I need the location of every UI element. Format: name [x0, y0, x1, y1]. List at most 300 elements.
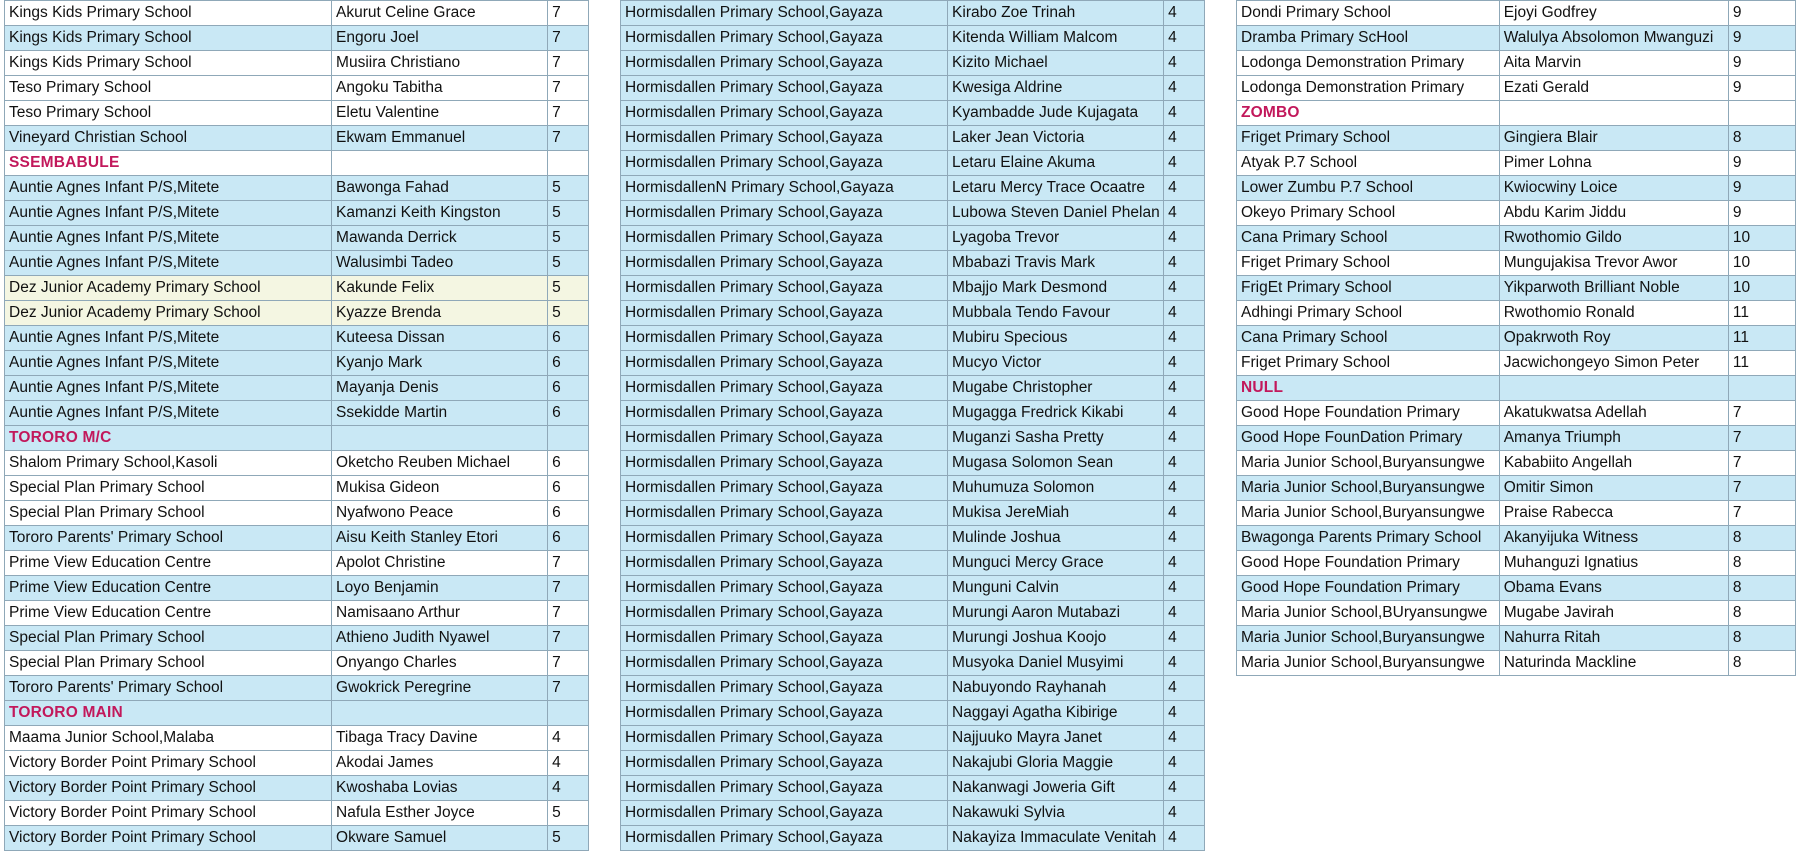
cell-number: 6 — [548, 351, 589, 376]
cell-number: 4 — [548, 726, 589, 751]
cell-number: 4 — [1164, 601, 1205, 626]
table-row[interactable] — [621, 526, 1205, 551]
cell-name: Musyoka Daniel Musyimi — [948, 651, 1164, 676]
section-header-row — [1237, 101, 1796, 126]
cell-name: Mucyo Victor — [948, 351, 1164, 376]
cell-name: Nafula Esther Joyce — [332, 801, 548, 826]
table-row[interactable] — [5, 276, 589, 301]
table-row[interactable] — [1237, 201, 1796, 226]
cell-name: Tibaga Tracy Davine — [332, 726, 548, 751]
cell-number: 9 — [1728, 151, 1795, 176]
table-row[interactable] — [1237, 601, 1796, 626]
cell-school: Cana Primary School — [1237, 326, 1500, 351]
section-header-row — [5, 151, 589, 176]
cell-number: 4 — [1164, 676, 1205, 701]
section-header-row — [5, 701, 589, 726]
cell-school: Good Hope Foundation Primary — [1237, 551, 1500, 576]
cell-school: Maria Junior School,Buryansungwe — [1237, 451, 1500, 476]
cell-number: 5 — [548, 251, 589, 276]
cell-number: 11 — [1728, 351, 1795, 376]
cell-school: Maria Junior School,Buryansungwe — [1237, 651, 1500, 676]
cell-number: 5 — [548, 276, 589, 301]
cell-name: Akatukwatsa Adellah — [1499, 401, 1728, 426]
table-row[interactable] — [621, 226, 1205, 251]
cell-school: Hormisdallen Primary School,Gayaza — [621, 76, 948, 101]
cell-name: Obama Evans — [1499, 576, 1728, 601]
table-row[interactable] — [621, 376, 1205, 401]
table-row[interactable] — [5, 651, 589, 676]
cell-name: Mayanja Denis — [332, 376, 548, 401]
cell-number: 4 — [548, 776, 589, 801]
cell-number: 4 — [1164, 476, 1205, 501]
cell-number: 4 — [1164, 276, 1205, 301]
cell-school: Hormisdallen Primary School,Gayaza — [621, 401, 948, 426]
cell-name: Kyanjo Mark — [332, 351, 548, 376]
cell-number: 7 — [1728, 501, 1795, 526]
cell-number: 10 — [1728, 226, 1795, 251]
cell-number: 6 — [548, 501, 589, 526]
cell-number: 5 — [548, 201, 589, 226]
cell-name: Eletu Valentine — [332, 101, 548, 126]
table-row[interactable] — [1237, 1, 1796, 26]
cell-school: Hormisdallen Primary School,Gayaza — [621, 126, 948, 151]
cell-name: Munguci Mercy Grace — [948, 551, 1164, 576]
cell-number: 5 — [548, 176, 589, 201]
cell-name: Engoru Joel — [332, 26, 548, 51]
cell-school: Victory Border Point Primary School — [5, 751, 332, 776]
cell-name — [1499, 101, 1728, 126]
table-row[interactable] — [5, 451, 589, 476]
cell-name: Murungi Joshua Koojo — [948, 626, 1164, 651]
cell-name: Mubiru Specious — [948, 326, 1164, 351]
table-row[interactable] — [1237, 476, 1796, 501]
cell-name: Walulya Absolomon Mwanguzi — [1499, 26, 1728, 51]
cell-school: Hormisdallen Primary School,Gayaza — [621, 576, 948, 601]
cell-name: Mbajjo Mark Desmond — [948, 276, 1164, 301]
table-row[interactable] — [621, 751, 1205, 776]
cell-school: Hormisdallen Primary School,Gayaza — [621, 201, 948, 226]
cell-number: 4 — [1164, 726, 1205, 751]
cell-number: 8 — [1728, 551, 1795, 576]
cell-school: Hormisdallen Primary School,Gayaza — [621, 426, 948, 451]
table-row[interactable] — [5, 476, 589, 501]
data-table-2 — [620, 0, 1205, 851]
cell-name: Kwiocwiny Loice — [1499, 176, 1728, 201]
table-row[interactable] — [621, 626, 1205, 651]
cell-name: Kakunde Felix — [332, 276, 548, 301]
cell-name: Najjuuko Mayra Janet — [948, 726, 1164, 751]
cell-name: Nahurra Ritah — [1499, 626, 1728, 651]
cell-school: Teso Primary School — [5, 101, 332, 126]
table-row[interactable] — [621, 601, 1205, 626]
cell-number: 4 — [1164, 551, 1205, 576]
cell-school: Friget Primary School — [1237, 126, 1500, 151]
table-row[interactable] — [5, 776, 589, 801]
table-row[interactable] — [621, 476, 1205, 501]
table-row[interactable] — [5, 726, 589, 751]
table-row[interactable] — [5, 201, 589, 226]
cell-school: Hormisdallen Primary School,Gayaza — [621, 826, 948, 851]
cell-number: 6 — [548, 376, 589, 401]
cell-number: 6 — [548, 401, 589, 426]
cell-name: Nakanwagi Joweria Gift — [948, 776, 1164, 801]
table-row[interactable] — [1237, 176, 1796, 201]
cell-number: 7 — [548, 551, 589, 576]
table-row[interactable] — [5, 576, 589, 601]
cell-number: 7 — [548, 76, 589, 101]
cell-name: Akanyijuka Witness — [1499, 526, 1728, 551]
cell-number: 8 — [1728, 601, 1795, 626]
table-row[interactable] — [621, 801, 1205, 826]
table-row[interactable] — [1237, 326, 1796, 351]
table-row[interactable] — [621, 701, 1205, 726]
cell-name: Nyafwono Peace — [332, 501, 548, 526]
table-row[interactable] — [1237, 276, 1796, 301]
cell-name: Athieno Judith Nyawel — [332, 626, 548, 651]
table-row[interactable] — [621, 126, 1205, 151]
cell-name: Kitenda William Malcom — [948, 26, 1164, 51]
cell-name: Laker Jean Victoria — [948, 126, 1164, 151]
table-row[interactable] — [5, 376, 589, 401]
cell-school: Special Plan Primary School — [5, 626, 332, 651]
cell-name: Nabuyondo Rayhanah — [948, 676, 1164, 701]
cell-name: Onyango Charles — [332, 651, 548, 676]
cell-school: Lodonga Demonstration Primary — [1237, 51, 1500, 76]
cell-school: Hormisdallen Primary School,Gayaza — [621, 476, 948, 501]
cell-number: 4 — [1164, 51, 1205, 76]
cell-number: 10 — [1728, 251, 1795, 276]
cell-number: 4 — [1164, 201, 1205, 226]
cell-school: Good Hope Foundation Primary — [1237, 576, 1500, 601]
table-row[interactable] — [5, 401, 589, 426]
cell-number — [548, 151, 589, 176]
cell-school: Hormisdallen Primary School,Gayaza — [621, 451, 948, 476]
cell-school: Victory Border Point Primary School — [5, 776, 332, 801]
table-row[interactable] — [621, 401, 1205, 426]
cell-school: Prime View Education Centre — [5, 576, 332, 601]
cell-school: Hormisdallen Primary School,Gayaza — [621, 251, 948, 276]
table-row[interactable] — [621, 101, 1205, 126]
table-row[interactable] — [621, 26, 1205, 51]
cell-name: Praise Rabecca — [1499, 501, 1728, 526]
cell-number: 4 — [548, 751, 589, 776]
cell-school: Hormisdallen Primary School,Gayaza — [621, 676, 948, 701]
section-header-label: ZOMBO — [1237, 101, 1500, 126]
cell-school: Special Plan Primary School — [5, 501, 332, 526]
table-row[interactable] — [621, 301, 1205, 326]
cell-number: 7 — [548, 1, 589, 26]
cell-school: Hormisdallen Primary School,Gayaza — [621, 301, 948, 326]
cell-name: Nakajubi Gloria Maggie — [948, 751, 1164, 776]
cell-school: Friget Primary School — [1237, 351, 1500, 376]
cell-number: 7 — [548, 26, 589, 51]
table-row[interactable] — [1237, 551, 1796, 576]
cell-number — [1728, 376, 1795, 401]
table-row[interactable] — [5, 826, 589, 851]
cell-number: 4 — [1164, 826, 1205, 851]
cell-school: Auntie Agnes Infant P/S,Mitete — [5, 376, 332, 401]
table-row[interactable] — [621, 501, 1205, 526]
table-row[interactable] — [1237, 451, 1796, 476]
cell-name: Lyagoba Trevor — [948, 226, 1164, 251]
table-row[interactable] — [5, 101, 589, 126]
cell-school: Bwagonga Parents Primary School — [1237, 526, 1500, 551]
table-row[interactable] — [5, 801, 589, 826]
cell-number: 4 — [1164, 426, 1205, 451]
cell-name: Murungi Aaron Mutabazi — [948, 601, 1164, 626]
table-row[interactable] — [621, 426, 1205, 451]
table-row[interactable] — [1237, 226, 1796, 251]
table-row[interactable] — [1237, 126, 1796, 151]
table-row[interactable] — [5, 326, 589, 351]
cell-school: Dondi Primary School — [1237, 1, 1500, 26]
cell-number: 6 — [548, 476, 589, 501]
cell-name: Mubbala Tendo Favour — [948, 301, 1164, 326]
table-row[interactable] — [5, 26, 589, 51]
cell-school: Hormisdallen Primary School,Gayaza — [621, 101, 948, 126]
cell-name: Aisu Keith Stanley Etori — [332, 526, 548, 551]
table-row[interactable] — [5, 751, 589, 776]
table-row[interactable] — [5, 51, 589, 76]
cell-name: Abdu Karim Jiddu — [1499, 201, 1728, 226]
cell-name: Angoku Tabitha — [332, 76, 548, 101]
cell-number: 7 — [548, 676, 589, 701]
table-row[interactable] — [621, 176, 1205, 201]
cell-school: Hormisdallen Primary School,Gayaza — [621, 726, 948, 751]
cell-name: Kirabo Zoe Trinah — [948, 1, 1164, 26]
cell-school: Auntie Agnes Infant P/S,Mitete — [5, 226, 332, 251]
cell-school: Hormisdallen Primary School,Gayaza — [621, 601, 948, 626]
table-row[interactable] — [5, 351, 589, 376]
table-row[interactable] — [1237, 26, 1796, 51]
cell-name — [332, 701, 548, 726]
cell-school: Hormisdallen Primary School,Gayaza — [621, 326, 948, 351]
cell-school: Auntie Agnes Infant P/S,Mitete — [5, 351, 332, 376]
cell-name: Akurut Celine Grace — [332, 1, 548, 26]
cell-school: Hormisdallen Primary School,Gayaza — [621, 801, 948, 826]
cell-name: Naggayi Agatha Kibirige — [948, 701, 1164, 726]
cell-school: Auntie Agnes Infant P/S,Mitete — [5, 251, 332, 276]
cell-name: Pimer Lohna — [1499, 151, 1728, 176]
cell-number: 8 — [1728, 626, 1795, 651]
cell-number — [548, 701, 589, 726]
cell-number: 6 — [548, 451, 589, 476]
table-row[interactable] — [5, 601, 589, 626]
cell-school: Hormisdallen Primary School,Gayaza — [621, 151, 948, 176]
cell-number: 4 — [1164, 251, 1205, 276]
table-row[interactable] — [5, 526, 589, 551]
cell-name: Naturinda Mackline — [1499, 651, 1728, 676]
cell-school: Tororo Parents' Primary School — [5, 526, 332, 551]
cell-school: Special Plan Primary School — [5, 651, 332, 676]
cell-school: Hormisdallen Primary School,Gayaza — [621, 751, 948, 776]
cell-name — [1499, 376, 1728, 401]
cell-name: Ekwam Emmanuel — [332, 126, 548, 151]
table-row[interactable] — [5, 251, 589, 276]
cell-name: Bawonga Fahad — [332, 176, 548, 201]
cell-number: 8 — [1728, 526, 1795, 551]
cell-number: 4 — [1164, 401, 1205, 426]
table-row[interactable] — [5, 76, 589, 101]
table-row[interactable] — [621, 726, 1205, 751]
table-row[interactable] — [621, 551, 1205, 576]
cell-school: Auntie Agnes Infant P/S,Mitete — [5, 176, 332, 201]
table-row[interactable] — [1237, 401, 1796, 426]
cell-number: 4 — [1164, 301, 1205, 326]
table-row[interactable] — [621, 451, 1205, 476]
cell-number: 6 — [548, 326, 589, 351]
cell-name — [332, 151, 548, 176]
cell-number: 4 — [1164, 576, 1205, 601]
table-row[interactable] — [621, 676, 1205, 701]
cell-school: Hormisdallen Primary School,Gayaza — [621, 226, 948, 251]
cell-number: 9 — [1728, 76, 1795, 101]
cell-name: Mugasa Solomon Sean — [948, 451, 1164, 476]
cell-name: Kamanzi Keith Kingston — [332, 201, 548, 226]
cell-name: Mulinde Joshua — [948, 526, 1164, 551]
cell-name: Ezati Gerald — [1499, 76, 1728, 101]
cell-number: 8 — [1728, 126, 1795, 151]
cell-number: 4 — [1164, 26, 1205, 51]
cell-name: Okware Samuel — [332, 826, 548, 851]
cell-number: 8 — [1728, 576, 1795, 601]
cell-name: Omitir Simon — [1499, 476, 1728, 501]
cell-name: Muhanguzi Ignatius — [1499, 551, 1728, 576]
cell-school: Friget Primary School — [1237, 251, 1500, 276]
cell-name: Rwothomio Gildo — [1499, 226, 1728, 251]
cell-school: Maria Junior School,BUryansungwe — [1237, 601, 1500, 626]
table-row[interactable] — [1237, 251, 1796, 276]
cell-number: 8 — [1728, 651, 1795, 676]
table-row[interactable] — [621, 576, 1205, 601]
table-row[interactable] — [1237, 526, 1796, 551]
cell-name: Opakrwoth Roy — [1499, 326, 1728, 351]
table-row[interactable] — [1237, 76, 1796, 101]
cell-number: 10 — [1728, 276, 1795, 301]
table-row[interactable] — [621, 151, 1205, 176]
table-row[interactable] — [621, 776, 1205, 801]
table-row[interactable] — [1237, 626, 1796, 651]
table-row[interactable] — [5, 626, 589, 651]
cell-school: Hormisdallen Primary School,Gayaza — [621, 276, 948, 301]
cell-number: 9 — [1728, 176, 1795, 201]
cell-number: 4 — [1164, 376, 1205, 401]
cell-number: 7 — [548, 626, 589, 651]
cell-number: 7 — [548, 601, 589, 626]
section-header-label: NULL — [1237, 376, 1500, 401]
table-row[interactable] — [621, 326, 1205, 351]
table-row[interactable] — [621, 201, 1205, 226]
cell-number: 4 — [1164, 776, 1205, 801]
table-row[interactable] — [5, 176, 589, 201]
cell-name: Mugabe Javirah — [1499, 601, 1728, 626]
table-row[interactable] — [5, 676, 589, 701]
cell-name: Nakayiza Immaculate Venitah — [948, 826, 1164, 851]
cell-school: Victory Border Point Primary School — [5, 826, 332, 851]
table-row[interactable] — [5, 501, 589, 526]
table-row[interactable] — [1237, 651, 1796, 676]
data-table-1 — [4, 0, 589, 851]
cell-number: 9 — [1728, 51, 1795, 76]
table-row[interactable] — [5, 551, 589, 576]
table-row[interactable] — [621, 51, 1205, 76]
cell-school: Hormisdallen Primary School,Gayaza — [621, 551, 948, 576]
cell-school: Kings Kids Primary School — [5, 51, 332, 76]
table-row[interactable] — [621, 1, 1205, 26]
cell-school: Cana Primary School — [1237, 226, 1500, 251]
table-row[interactable] — [1237, 426, 1796, 451]
cell-school: Hormisdallen Primary School,Gayaza — [621, 651, 948, 676]
cell-number: 4 — [1164, 76, 1205, 101]
cell-number: 4 — [1164, 501, 1205, 526]
table-row[interactable] — [621, 251, 1205, 276]
table-row[interactable] — [621, 76, 1205, 101]
cell-school: Lower Zumbu P.7 School — [1237, 176, 1500, 201]
table-row[interactable] — [1237, 351, 1796, 376]
table-column-2 — [620, 0, 1205, 851]
table-row[interactable] — [1237, 501, 1796, 526]
cell-number: 11 — [1728, 301, 1795, 326]
table-row[interactable] — [621, 651, 1205, 676]
cell-school: Adhingi Primary School — [1237, 301, 1500, 326]
table-column-1 — [4, 0, 589, 851]
cell-number: 6 — [548, 526, 589, 551]
table-row[interactable] — [621, 826, 1205, 851]
table-row[interactable] — [621, 276, 1205, 301]
cell-school: Kings Kids Primary School — [5, 26, 332, 51]
cell-number: 7 — [548, 651, 589, 676]
cell-name: Jacwichongeyo Simon Peter — [1499, 351, 1728, 376]
table-row[interactable] — [1237, 151, 1796, 176]
cell-school: Dramba Primary ScHool — [1237, 26, 1500, 51]
cell-name: Kababiito Angellah — [1499, 451, 1728, 476]
cell-name: Munguni Calvin — [948, 576, 1164, 601]
table-row[interactable] — [1237, 51, 1796, 76]
table-row[interactable] — [621, 351, 1205, 376]
cell-name: Kyazze Brenda — [332, 301, 548, 326]
cell-name: Mawanda Derrick — [332, 226, 548, 251]
cell-number: 7 — [548, 51, 589, 76]
cell-number: 4 — [1164, 101, 1205, 126]
table-row[interactable] — [5, 301, 589, 326]
table-row[interactable] — [5, 126, 589, 151]
table-row[interactable] — [1237, 576, 1796, 601]
cell-name: Namisaano Arthur — [332, 601, 548, 626]
cell-number — [548, 426, 589, 451]
cell-school: Prime View Education Centre — [5, 551, 332, 576]
cell-school: Auntie Agnes Infant P/S,Mitete — [5, 326, 332, 351]
cell-school: Hormisdallen Primary School,Gayaza — [621, 626, 948, 651]
cell-name: Oketcho Reuben Michael — [332, 451, 548, 476]
data-table-3 — [1236, 0, 1796, 676]
cell-name: Letaru Mercy Trace Ocaatre — [948, 176, 1164, 201]
table-row[interactable] — [5, 1, 589, 26]
cell-name: Mbabazi Travis Mark — [948, 251, 1164, 276]
table-column-3 — [1236, 0, 1796, 676]
cell-number: 4 — [1164, 751, 1205, 776]
cell-number: 4 — [1164, 126, 1205, 151]
cell-name: Rwothomio Ronald — [1499, 301, 1728, 326]
cell-number: 4 — [1164, 351, 1205, 376]
cell-name: Kizito Michael — [948, 51, 1164, 76]
cell-school: Dez Junior Academy Primary School — [5, 301, 332, 326]
cell-name: Ssekidde Martin — [332, 401, 548, 426]
table-row[interactable] — [5, 226, 589, 251]
cell-number: 7 — [548, 101, 589, 126]
table-row[interactable] — [1237, 301, 1796, 326]
cell-school: Victory Border Point Primary School — [5, 801, 332, 826]
cell-number: 4 — [1164, 451, 1205, 476]
